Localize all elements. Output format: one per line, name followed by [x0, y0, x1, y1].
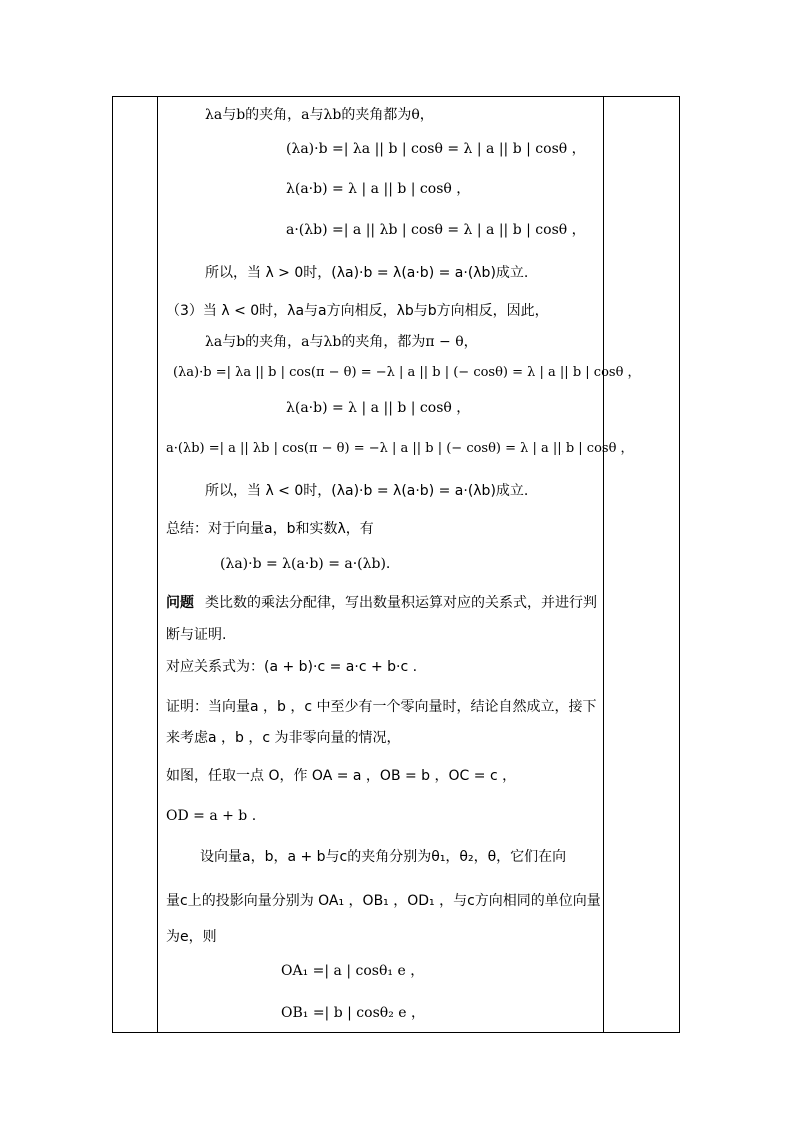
formula-line: λ(a·b) = λ | a || b | cosθ ， — [286, 400, 471, 416]
formula-line: (λa)·b =| λa || b | cos(π − θ) = −λ | a || b | (− cosθ) = λ | a || b | cosθ ， — [173, 365, 641, 380]
text-line: 断与证明. — [166, 627, 227, 643]
formula-line: OA₁ =| a | cosθ₁ e ， — [281, 963, 425, 979]
formula-line: OD = a + b . — [166, 808, 257, 824]
text-line: 对应关系式为：(a + b)·c = a·c + b·c . — [166, 659, 418, 675]
column-divider-left — [157, 97, 158, 1032]
text-line: 总结：对于向量a，b和实数λ，有 — [166, 521, 374, 537]
text-line: 来考虑a ，b ，c 为非零向量的情况， — [166, 730, 401, 746]
formula-line: (λa)·b = λ(a·b) = a·(λb). — [220, 556, 391, 572]
problem-label: 问题 — [166, 595, 194, 611]
text-line: λa与b的夹角，a与λb的夹角都为θ， — [205, 107, 434, 123]
formula-line: (λa)·b =| λa || b | cosθ = λ | a || b | cosθ ， — [286, 141, 586, 157]
text-line: λa与b的夹角，a与λb的夹角，都为π − θ， — [205, 334, 478, 350]
formula-line: OB₁ =| b | cosθ₂ e ， — [281, 1005, 425, 1021]
text-line: 类比数的乘法分配律，写出数量积运算对应的关系式，并进行判 — [205, 595, 597, 611]
text-line: 量c上的投影向量分别为 OA₁ ，OB₁ ，OD₁ ，与c方向相同的单位向量 — [166, 893, 601, 909]
text-line: 证明：当向量a ，b ，c 中至少有一个零向量时，结论自然成立，接下 — [166, 699, 597, 715]
text-line: 所以，当 λ > 0时，(λa)·b = λ(a·b) = a·(λb)成立. — [205, 265, 529, 281]
text-line: 为e，则 — [166, 929, 217, 945]
text-line: 所以，当 λ < 0时，(λa)·b = λ(a·b) = a·(λb)成立. — [205, 483, 529, 499]
text-line: 如图，任取一点 O，作 OA = a ，OB = b ，OC = c ， — [166, 768, 517, 784]
formula-line: λ(a·b) = λ | a || b | cosθ ， — [286, 181, 471, 197]
text-line: 设向量a，b，a + b与c的夹角分别为θ₁，θ₂，θ，它们在向 — [200, 849, 567, 865]
formula-line: a·(λb) =| a || λb | cosθ = λ | a || b | cosθ ， — [286, 222, 586, 238]
formula-line: a·(λb) =| a || λb | cos(π − θ) = −λ | a || b | (− cosθ) = λ | a || b | cosθ ， — [166, 441, 634, 456]
text-line: （3）当 λ < 0时，λa与a方向相反，λb与b方向相反，因此， — [166, 303, 549, 319]
column-divider-right — [603, 97, 604, 1032]
